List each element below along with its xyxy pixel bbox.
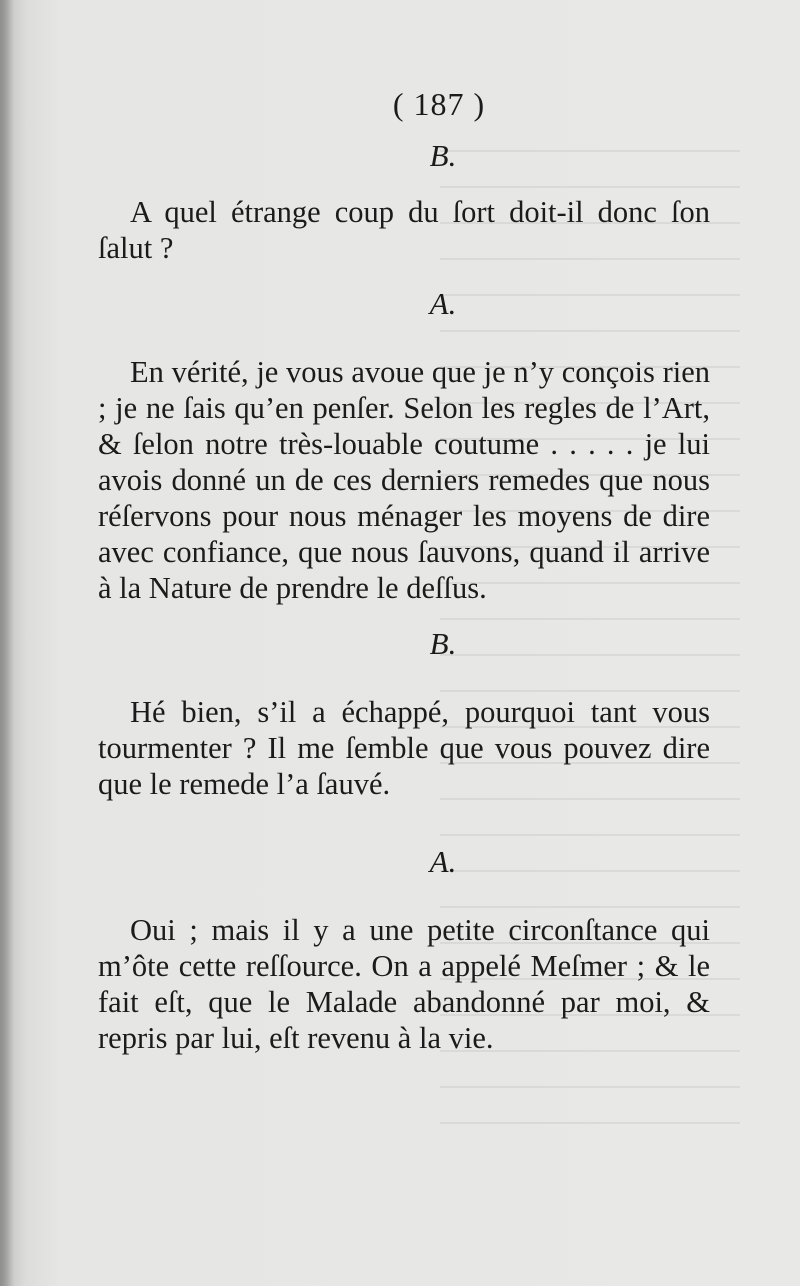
dialogue-paragraph (98, 694, 710, 802)
dialogue-paragraph (98, 354, 710, 606)
gutter-shadow (0, 0, 14, 1286)
speaker-label: B. (429, 138, 457, 173)
dialogue-text: Oui ; mais il y a une petite circonſtance qui m’ôte cette reſſource. On a appelé Meſmer ; & le fait eſt, que le Malade abandonné par moi, & repris par lui, eſt revenu à la vie. (98, 913, 710, 1055)
dialogue-paragraph (98, 912, 710, 1056)
page-text (98, 72, 710, 1056)
page-number-header: ( 187 ) (392, 86, 486, 122)
speaker-label: B. (429, 626, 457, 661)
dialogue-paragraph (98, 194, 710, 266)
dialogue-text: A quel étrange coup du ſort doit-il donc ſon ſalut ? (98, 195, 710, 265)
speaker-label: A. (429, 286, 457, 321)
speaker-label: A. (429, 844, 457, 879)
dialogue-text: En vérité, je vous avoue que je n’y conçois rien ; je ne ſais qu’en penſer. Selon les regles de l’Art, & ſelon notre très-louable coutume . . . . . je lui avois donné un de ces derniers remedes que nous réſervons pour nous ménager les moyens de dire avec confiance, que nous ſauvons, quand il arrive à la Nature de prendre le deſſus. (98, 355, 710, 605)
dialogue-text: Hé bien, s’il a échappé, pourquoi tant vous tourmenter ? Il me ſemble que vous pouvez dire que le remede l’a ſauvé. (98, 695, 710, 801)
